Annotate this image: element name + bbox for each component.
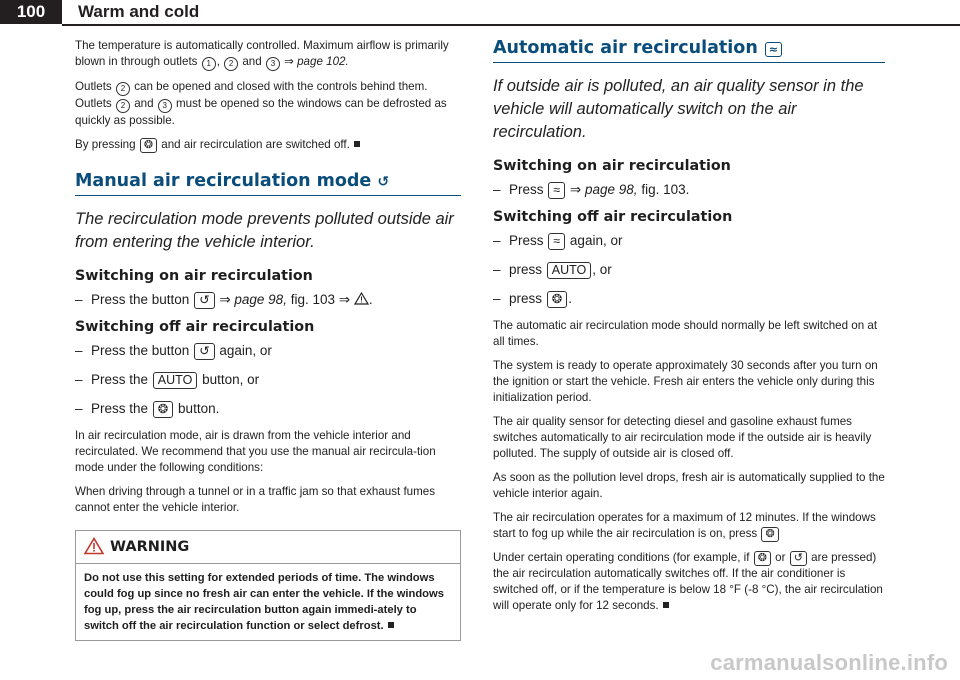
switch-off-step-3: – Press the ❂ button. (75, 399, 461, 418)
recirculation-key-icon: ↺ (790, 551, 807, 566)
warning-box (75, 530, 461, 641)
watermark: carmanualsonline.info (710, 650, 948, 675)
auto-switch-off-step-3: – press ❂ . (493, 289, 885, 308)
auto-body-6: Under certain operating conditions (for example, if ❂ or ↺ are pressed) the air recirculation automatically switches off. If the air conditioner is switched off, or if the temperature is below 18 °F (-8 °C), the air recirculation will operate only for 12 seconds. (493, 551, 883, 612)
warning-header: WARNING (76, 531, 460, 564)
recirculation-button-icon: ↺ (194, 292, 214, 309)
auto-body-5: The air recirculation operates for a maximum of 12 minutes. If the windows start to fog up while the air recirculation is on, press ❂ (493, 511, 876, 540)
auto-switch-on-step: – Press ≈ ⇒ page 98, fig. 103. (493, 180, 885, 199)
warning-text: Do not use this setting for extended periods of time. The windows could fog up since no fresh air can enter the vehicle. If the windows fog up, press the air recirculation button again immedi-ately to switch off the air recirculation function or select defrost. (84, 572, 444, 632)
auto-button: AUTO (547, 262, 592, 279)
auto-button: AUTO (153, 372, 198, 389)
auto-recirculation-key-icon: ≈ (548, 233, 565, 250)
defrost-key-icon: ❂ (761, 527, 778, 542)
switch-on-step: – Press the button ↺ ⇒ page 98, fig. 103 ⇒ . (75, 290, 461, 309)
auto-body-1: The automatic air recirculation mode should normally be left switched on at all times. (493, 319, 878, 348)
auto-switch-off-step-1: – Press ≈ again, or (493, 231, 885, 250)
automatic-lead-text: If outside air is polluted, an air quality sensor in the vehicle will automatically switch on the air recirculation. (493, 77, 864, 141)
body-paragraph-1: In air recirculation mode, air is drawn from the vehicle interior and recirculated. We recommend that you use the manual air recircula-tion mode under the following conditions: (75, 429, 436, 474)
outlet-1-marker: 1 (202, 57, 216, 71)
auto-body-3: The air quality sensor for detecting diesel and gasoline exhaust fumes switches automatically to air recirculation mode if the outside air is heavily polluted. The supply of outside air is closed off. (493, 415, 872, 460)
page-number: 100 (0, 0, 62, 24)
page-ref-link[interactable]: page 102. (297, 55, 349, 68)
defrost-key-icon: ❂ (140, 138, 157, 153)
recirculation-button-icon: ↺ (194, 343, 214, 360)
defrost-button-icon: ❂ (153, 401, 173, 418)
switch-off-step-2: – Press the AUTO button, or (75, 370, 461, 389)
defrost-key-icon: ❂ (754, 551, 771, 566)
intro-paragraph-3: By pressing ❂ and air recirculation are switched off. (75, 137, 461, 153)
end-marker-icon (663, 602, 669, 608)
auto-switch-on-heading: Switching on air recirculation (493, 158, 731, 174)
recirculation-car-icon: ↺ (377, 174, 390, 190)
automatic-recirculation-heading: Automatic air recirculation ≈ (493, 38, 885, 63)
manual-lead-text: The recirculation mode prevents polluted outside air from entering the vehicle interior. (75, 210, 454, 251)
end-marker-icon (354, 141, 360, 147)
switch-off-step-1: – Press the button ↺ again, or (75, 341, 461, 360)
auto-switch-off-step-2: – press AUTO , or (493, 260, 885, 279)
auto-recirculation-key-icon: ≈ (548, 182, 565, 199)
manual-recirculation-heading: Manual air recirculation mode ↺ (75, 171, 461, 196)
right-column (493, 38, 885, 622)
chapter-title: Warm and cold (78, 2, 200, 21)
auto-recirculation-key-icon: ≈ (765, 42, 782, 57)
auto-body-2: The system is ready to operate approximately 30 seconds after you turn on the ignition or start the vehicle. Fresh air enters the vehicle only during this initialization period. (493, 359, 878, 404)
intro-paragraph-1: The temperature is automatically controlled. Maximum airflow is primarily blown in through outlets 1 , 2 and 3 ⇒ page 102. (75, 38, 461, 71)
body-paragraph-2: When driving through a tunnel or in a traffic jam so that exhaust fumes cannot enter the vehicle interior. (75, 485, 436, 514)
auto-body-4: As soon as the pollution level drops, fresh air is automatically supplied to the vehicle interior again. (493, 471, 885, 500)
warning-triangle-icon (354, 292, 369, 305)
outlet-2-marker: 2 (224, 57, 238, 71)
auto-switch-off-heading: Switching off air recirculation (493, 209, 733, 225)
switch-off-heading: Switching off air recirculation (75, 319, 315, 335)
header-rule (62, 24, 960, 26)
intro-paragraph-2: Outlets 2 can be opened and closed with the controls behind them. Outlets 2 and 3 must be opened so the windows can be defrosted as quickly as possible. (75, 80, 447, 127)
defrost-button-icon: ❂ (547, 291, 567, 308)
outlet-3-marker: 3 (266, 57, 280, 71)
warning-triangle-icon (84, 537, 104, 555)
left-column (75, 38, 461, 641)
end-marker-icon (388, 622, 394, 628)
switch-on-heading: Switching on air recirculation (75, 268, 313, 284)
page-header (0, 0, 960, 26)
